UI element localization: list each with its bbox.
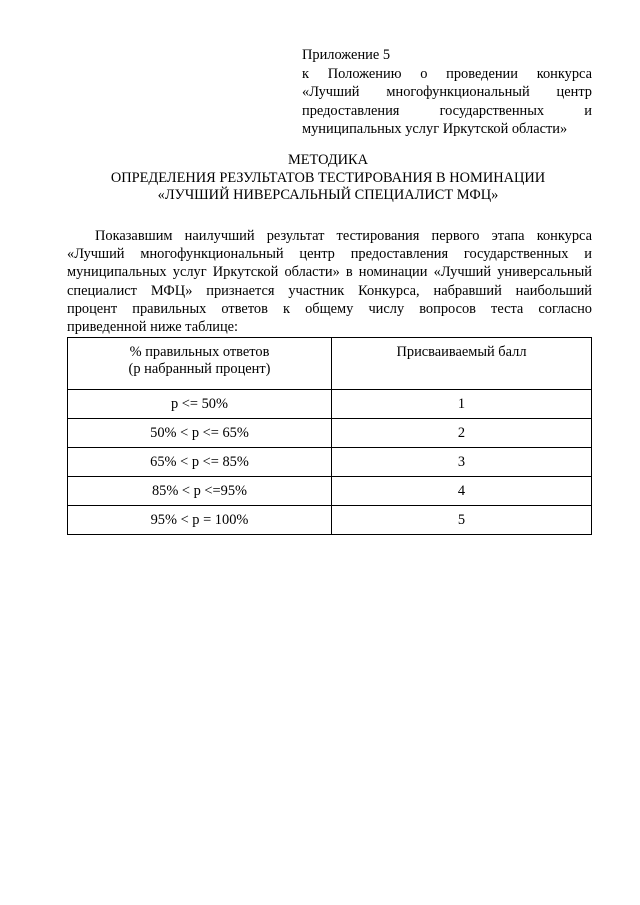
header-percent-line-2: (р набранный процент) — [128, 361, 271, 377]
score-table — [67, 337, 592, 535]
header-percent-line-1: % правильных ответов — [129, 344, 270, 360]
body-paragraph — [67, 227, 592, 336]
table-row — [68, 448, 592, 477]
title-line-3: «ЛУЧШИЙ НИВЕРСАЛЬНЫЙ СПЕЦИАЛИСТ МФЦ» — [157, 187, 499, 203]
appendix-line: «Лучший многофункциональный центр — [302, 84, 592, 101]
paragraph-line: Показавшим наилучший результат тестирования первого этапа конкурса — [95, 228, 592, 244]
appendix-line: Приложение 5 — [302, 47, 391, 63]
score-cell: 4 — [332, 477, 592, 506]
paragraph-line: приведенной ниже таблице: — [67, 319, 239, 336]
appendix-line: предоставления государственных и — [302, 102, 592, 119]
table-row — [68, 390, 592, 419]
appendix-line: муниципальных услуг Иркутской области» — [302, 121, 568, 138]
range-cell: 95% < р = 100% — [68, 506, 332, 535]
score-cell: 1 — [332, 390, 592, 419]
paragraph-line: процент правильных ответов к общему числу вопросов теста согласно — [67, 300, 592, 317]
range-cell: 85% < р <=95% — [68, 477, 332, 506]
score-cell: 2 — [332, 419, 592, 448]
paragraph-line: муниципальных услуг Иркутской области» в номинации «Лучший универсальный — [67, 264, 592, 281]
document-title — [60, 152, 596, 205]
score-cell: 5 — [332, 506, 592, 535]
range-cell: 65% < р <= 85% — [68, 448, 332, 477]
appendix-note — [302, 46, 592, 139]
table-row — [68, 477, 592, 506]
paragraph-line: специалист МФЦ» признается участник Конкурса, набравший наибольший — [67, 282, 592, 299]
table-row — [68, 419, 592, 448]
score-cell: 3 — [332, 448, 592, 477]
title-line-2: ОПРЕДЕЛЕНИЯ РЕЗУЛЬТАТОВ ТЕСТИРОВАНИЯ В НОМИНАЦИИ — [110, 169, 546, 186]
paragraph-line: «Лучший многофункциональный центр предоставления государственных и — [67, 246, 592, 263]
range-cell: 50% < р <= 65% — [68, 419, 332, 448]
table-row — [68, 506, 592, 535]
range-cell: р <= 50% — [68, 390, 332, 419]
header-percent — [68, 338, 332, 390]
appendix-line: к Положению о проведении конкурса — [302, 65, 592, 82]
table-header-row — [68, 338, 592, 390]
header-score: Присваиваемый балл — [332, 338, 592, 390]
title-line-1: МЕТОДИКА — [287, 152, 369, 168]
